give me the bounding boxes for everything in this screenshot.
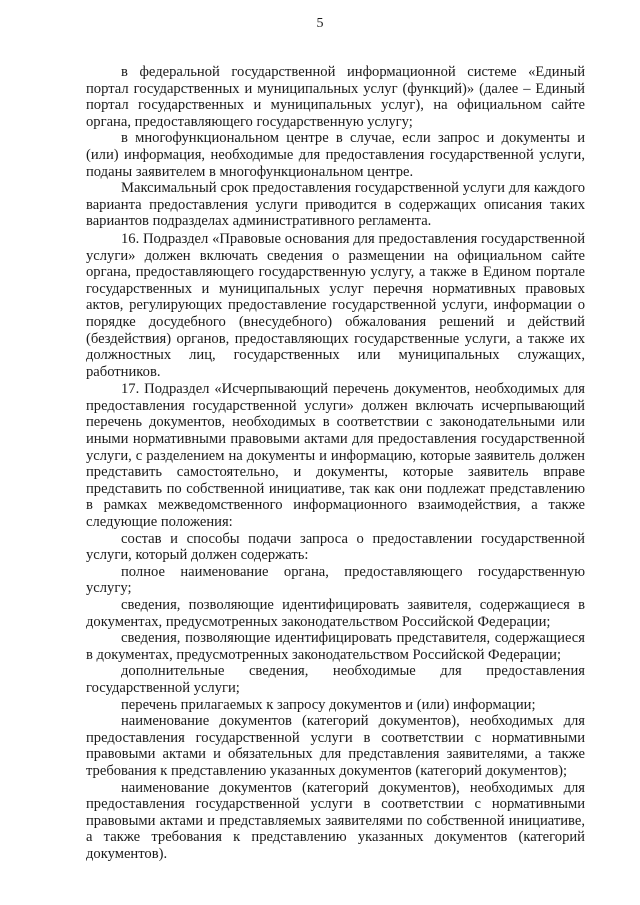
- paragraph-17: 17. Подраздел «Исчерпывающий перечень документов, необходимых для предоставления государственной услуги» должен включать исчерпывающий перечень документов, необходимых в соответствии с законодательными или иными нормативными правовыми актами для предоставления государственной услуги, с разделением на документы и информацию, которые заявитель должен представить самостоятельно, и документы, которые заявитель вправе представить по собственной инициативе, так как они подлежат представлению в рамках межведомственного информационного взаимодействия, а также следующие положения:: [86, 381, 585, 531]
- paragraph-additional-info: дополнительные сведения, необходимые для предоставления государственной услуги;: [86, 663, 585, 696]
- paragraph-attached-list: перечень прилагаемых к запросу документов и (или) информации;: [121, 696, 536, 713]
- paragraph-applicant-id: сведения, позволяющие идентифицировать заявителя, содержащиеся в документах, предусмотренных законодательством Российской Федерации;: [86, 597, 585, 630]
- paragraph-max-term: Максимальный срок предоставления государственной услуги для каждого варианта предоставления услуги приводится в содержащих описания таких вариантов подразделах административного регламента.: [86, 180, 585, 230]
- page-number: 5: [316, 16, 324, 31]
- paragraph-representative-id: сведения, позволяющие идентифицировать представителя, содержащиеся в документах, предусмотренных законодательством Российской Федерации;: [86, 630, 585, 663]
- paragraph-mandatory-docs: наименование документов (категорий документов), необходимых для предоставления государственной услуги в соответствии с нормативными правовыми актами и обязательных для представления заявителями, а также требования к представлению указанных документов (категорий документов);: [86, 713, 585, 779]
- paragraph-request-composition: состав и способы подачи запроса о предоставлении государственной услуги, который должен содержать:: [86, 530, 585, 564]
- paragraph-organ-name: полное наименование органа, предоставляющего государственную услугу;: [86, 563, 585, 597]
- document-body: [86, 64, 585, 863]
- paragraph-optional-docs: наименование документов (категорий документов), необходимых для предоставления государственной услуги в соответствии с нормативными правовыми актами и представляемых заявителями по собственной инициативе, а также требования к представлению указанных документов (категорий документов).: [86, 779, 585, 862]
- paragraph-16: 16. Подраздел «Правовые основания для предоставления государственной услуги» должен включать сведения о размещении на официальном сайте органа, предоставляющего государственную услугу, а также в Едином портале государственных и муниципальных услуг перечня нормативных правовых актов, регулирующих предоставление государственной услуги, информации о порядке досудебного (внесудебного) обжалования решений и действий (бездействия) органов, предоставляющих государственные услуги, а также их должностных лиц, государственных или муниципальных служащих, работников.: [86, 230, 585, 380]
- paragraph-portal: в федеральной государственной информационной системе «Единый портал государственных и муниципальных услуг (функций)» (далее – Единый портал государственных и муниципальных услуг), на официальном сайте органа, предоставляющего государственную услугу;: [86, 64, 585, 130]
- paragraph-mfc: в многофункциональном центре в случае, если запрос и документы и (или) информация, необходимые для предоставления государственной услуги, поданы заявителем в многофункциональном центре.: [86, 130, 585, 180]
